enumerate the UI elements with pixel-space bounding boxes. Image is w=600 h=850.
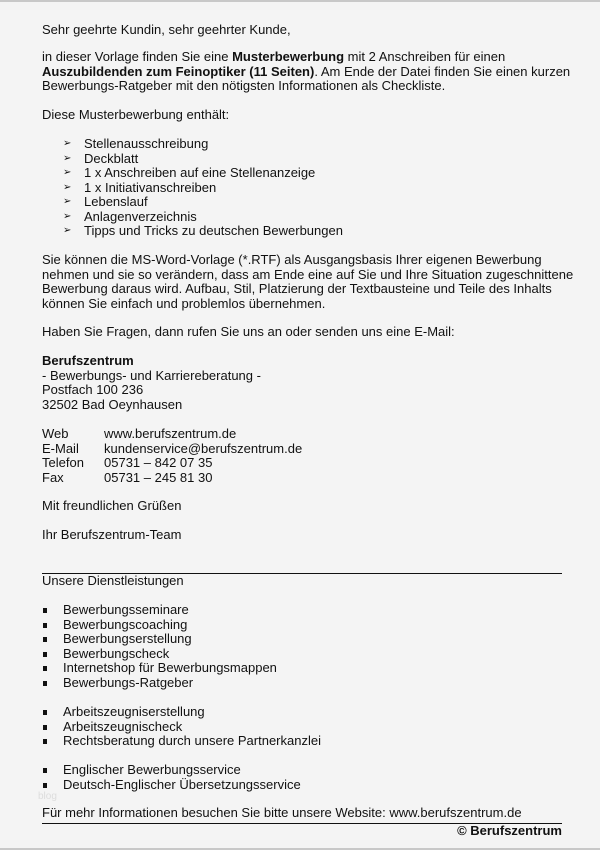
phone-value: 05731 – 842 07 35 <box>104 455 213 470</box>
list-item: Bewerbungs-Ratgeber <box>42 676 562 691</box>
services-list-1 <box>42 603 562 690</box>
usage-line: können Sie einfach und problemlos übernehmen. <box>42 295 326 311</box>
list-item: Englischer Bewerbungsservice <box>42 763 562 778</box>
address-line: - Bewerbungs- und Karriereberatung - <box>42 367 261 383</box>
usage-line: Bewerbung daraus wird. Aufbau, Stil, Platzierung der Textbausteine und Teile des Inhalts <box>42 281 552 296</box>
usage-line: Sie können die MS-Word-Vorlage (*.RTF) als Ausgangsbasis Ihrer eigenen Bewerbung <box>42 252 542 267</box>
intro-text: mit 2 Anschreiben für einen <box>344 49 506 64</box>
services-list-3 <box>42 763 562 792</box>
list-item: Internetshop für Bewerbungsmappen <box>42 661 562 676</box>
contact-label: E-Mail <box>42 440 79 456</box>
greeting: Sehr geehrte Kundin, sehr geehrter Kunde, <box>42 22 291 37</box>
services-heading: Unsere Dienstleistungen <box>42 573 184 588</box>
list-item: ➢ Deckblatt <box>63 152 562 167</box>
contact-block <box>42 427 562 485</box>
contents-heading: Diese Musterbewerbung enthält: <box>42 107 230 122</box>
list-item: Bewerbungserstellung <box>42 632 562 647</box>
address-block <box>42 354 562 412</box>
intro-bold: Auszubildenden zum Feinoptiker (11 Seiten) <box>42 63 315 79</box>
list-item: ➢ 1 x Initiativanschreiben <box>63 181 562 196</box>
email-link[interactable]: kundenservice@berufszentrum.de <box>104 440 303 456</box>
intro-text: in dieser Vorlage finden Sie eine <box>42 49 233 64</box>
signature: Ihr Berufszentrum-Team <box>42 527 182 542</box>
contents-list <box>63 137 562 239</box>
usage-line: nehmen und sie so verändern, dass am Ende eine auf Sie und Ihre Situation zugeschnittene <box>42 266 574 282</box>
list-item: Bewerbungscheck <box>42 647 562 662</box>
closing: Mit freundlichen Grüßen <box>42 498 182 513</box>
contact-label: Telefon <box>42 455 84 470</box>
contact-label: Web <box>42 426 69 441</box>
company-name: Berufszentrum <box>42 353 134 368</box>
list-item: ➢ Stellenausschreibung <box>63 137 562 152</box>
services-list-2 <box>42 705 562 749</box>
list-item: Arbeitszeugnischeck <box>42 720 562 735</box>
list-item: Bewerbungsseminare <box>42 603 562 618</box>
intro-text: . Am Ende der Datei finden Sie einen kurzen <box>314 63 571 79</box>
usage-paragraph <box>42 252 574 311</box>
intro-text: Bewerbungs-Ratgeber mit den nötigsten Informationen als Checkliste. <box>42 78 446 93</box>
questions-text: Haben Sie Fragen, dann rufen Sie uns an oder senden uns eine E-Mail: <box>42 324 455 339</box>
watermark: blog <box>38 791 57 802</box>
fax-value: 05731 – 245 81 30 <box>104 469 213 485</box>
address-line: Postfach 100 236 <box>42 382 144 397</box>
intro-paragraph <box>42 49 571 94</box>
list-item: Arbeitszeugniserstellung <box>42 705 562 720</box>
contact-label: Fax <box>42 469 64 485</box>
list-item: ➢ Lebenslauf <box>63 195 562 210</box>
intro-bold: Musterbewerbung <box>232 49 345 64</box>
list-item: Deutsch-Englischer Übersetzungsservice <box>42 778 562 793</box>
footer-info: Für mehr Informationen besuchen Sie bitte unsere Website: www.berufszentrum.de <box>42 805 522 820</box>
list-item: ➢ Tipps und Tricks zu deutschen Bewerbungen <box>63 224 562 239</box>
website-link[interactable]: www.berufszentrum.de <box>104 426 237 441</box>
copyright: © Berufszentrum <box>457 823 562 838</box>
list-item: ➢ Anlagenverzeichnis <box>63 210 562 225</box>
list-item: Rechtsberatung durch unsere Partnerkanzlei <box>42 734 562 749</box>
address-line: 32502 Bad Oeynhausen <box>42 396 183 412</box>
list-item: ➢ 1 x Anschreiben auf eine Stellenanzeige <box>63 166 562 181</box>
list-item: Bewerbungscoaching <box>42 618 562 633</box>
